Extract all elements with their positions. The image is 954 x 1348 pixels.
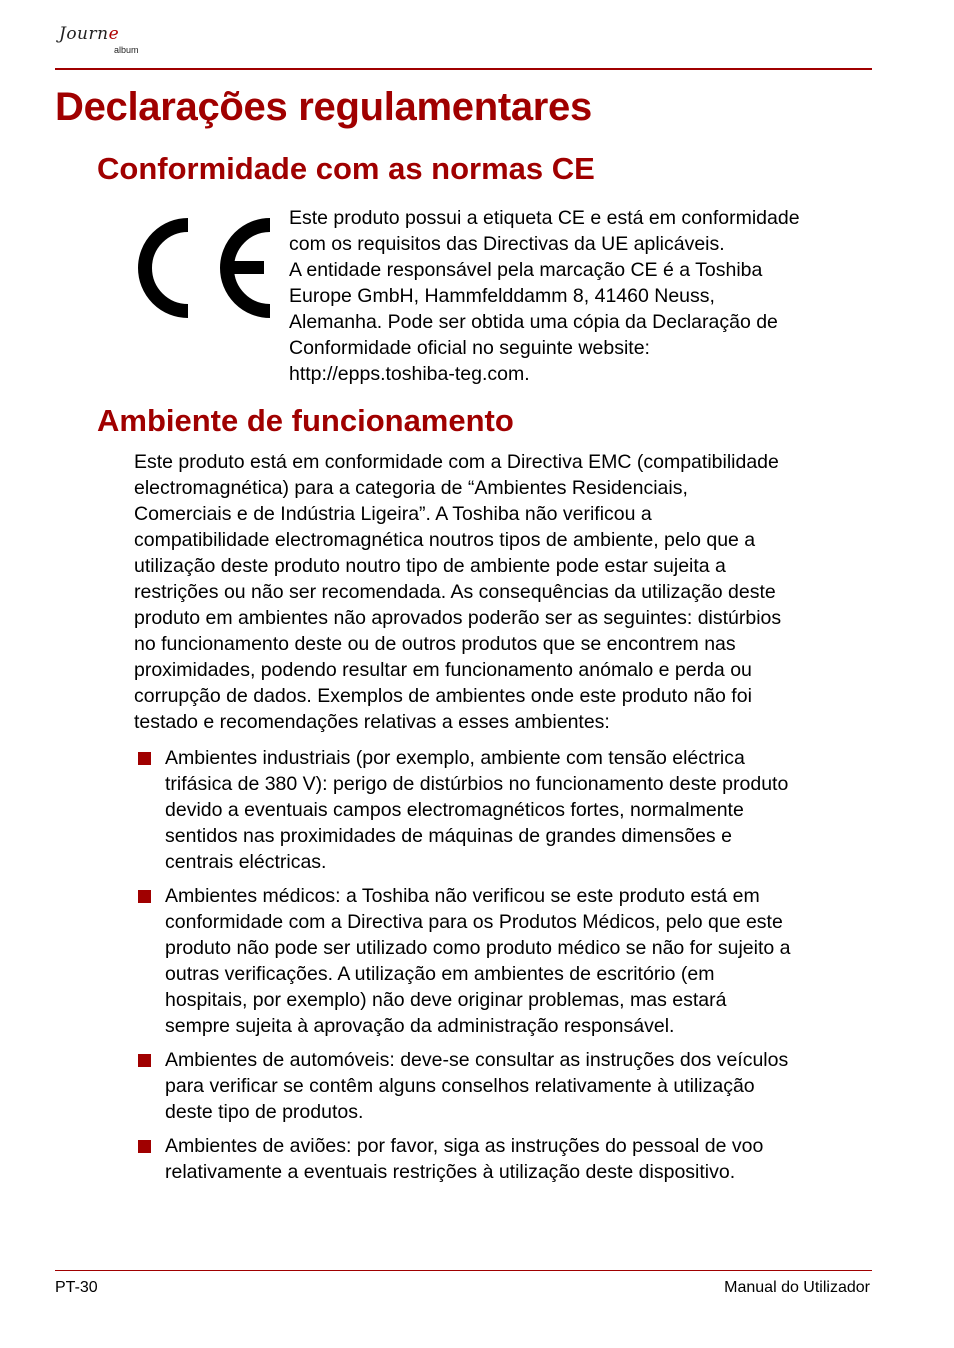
env-line: compatibilidade electromagnética noutros tipos de ambiente, pelo que a: [134, 529, 756, 551]
logo-subtext: album: [114, 45, 139, 55]
bullet-aircraft: Ambientes de aviões: por favor, siga as instruções do pessoal de voo relativamente a eventuais restrições à utilização deste dispositivo.: [134, 1133, 879, 1185]
logo-script: Journe: [59, 24, 120, 44]
environment-paragraph: [134, 449, 879, 735]
square-bullet-icon: [138, 1054, 151, 1067]
env-line: testado e recomendações relativas a esses ambientes:: [134, 711, 610, 733]
ce-line: A entidade responsável pela marcação CE é a Toshiba: [289, 259, 763, 281]
bullet-medical: Ambientes médicos: a Toshiba não verificou se este produto está em conformidade com a Directiva para os Produtos Médicos, pelo que este produto não pode ser utilizado como produto médico se não for sujeito a outras verificações. A utilização em ambientes de escritório (em hospitais, por exemplo) não deve originar problemas, mas estará sempre sujeita à aprovação da administração responsável.: [134, 883, 879, 1039]
page-title: Declarações regulamentares: [55, 85, 592, 129]
env-line: Comerciais e de Indústria Ligeira”. A Toshiba não verificou a: [134, 503, 652, 525]
ce-line: Europe GmbH, Hammfelddamm 8, 41460 Neuss,: [289, 285, 715, 307]
bullet-industrial: Ambientes industriais (por exemplo, ambiente com tensão eléctrica trifásica de 380 V): perigo de distúrbios no funcionamento deste produto devido a eventuais campos electromagnéticos fortes, normalmente sentidos nas proximidades de máquinas de grandes dimensões e centrais eléctricas.: [134, 745, 879, 875]
square-bullet-icon: [138, 752, 151, 765]
journe-album-logo: [55, 20, 165, 64]
environment-section-heading: Ambiente de funcionamento: [97, 403, 514, 438]
page-number: PT-30: [55, 1279, 98, 1296]
manual-title: Manual do Utilizador: [724, 1279, 870, 1296]
square-bullet-icon: [138, 890, 151, 903]
ce-line: Conformidade oficial no seguinte website:: [289, 337, 650, 359]
ce-mark-icon: [136, 217, 274, 319]
square-bullet-icon: [138, 1140, 151, 1153]
env-line: produto em ambientes não aprovados poderão ser as seguintes: distúrbios: [134, 607, 782, 629]
env-line: restrições ou não ser recomendada. As consequências da utilização deste: [134, 581, 776, 603]
env-line: corrupção de dados. Exemplos de ambientes onde este produto não foi: [134, 685, 752, 707]
ce-line: Alemanha. Pode ser obtida uma cópia da Declaração de: [289, 311, 778, 333]
header-divider: [55, 68, 872, 70]
ce-line: Este produto possui a etiqueta CE e está em conformidade: [289, 207, 800, 229]
env-line: utilização deste produto noutro tipo de ambiente pode estar sujeita a: [134, 555, 726, 577]
ce-paragraph: [289, 205, 879, 387]
env-line: electromagnética) para a categoria de “Ambientes Residenciais,: [134, 477, 688, 499]
ce-website-link[interactable]: http://epps.toshiba-teg.com.: [289, 363, 530, 385]
environment-bullet-list: [134, 745, 879, 1193]
env-line: no funcionamento deste ou de outros produtos que se encontrem nas: [134, 633, 736, 655]
env-line: Este produto está em conformidade com a Directiva EMC (compatibilidade: [134, 451, 779, 473]
bullet-automotive: Ambientes de automóveis: deve-se consultar as instruções dos veículos para verificar se contêm alguns conselhos relativamente à utilização deste tipo de produtos.: [134, 1047, 879, 1125]
ce-section-heading: Conformidade com as normas CE: [97, 151, 595, 186]
footer-divider: [55, 1270, 872, 1271]
ce-line: com os requisitos das Directivas da UE aplicáveis.: [289, 233, 725, 255]
env-line: proximidades, podendo resultar em funcionamento anómalo e perda ou: [134, 659, 752, 681]
